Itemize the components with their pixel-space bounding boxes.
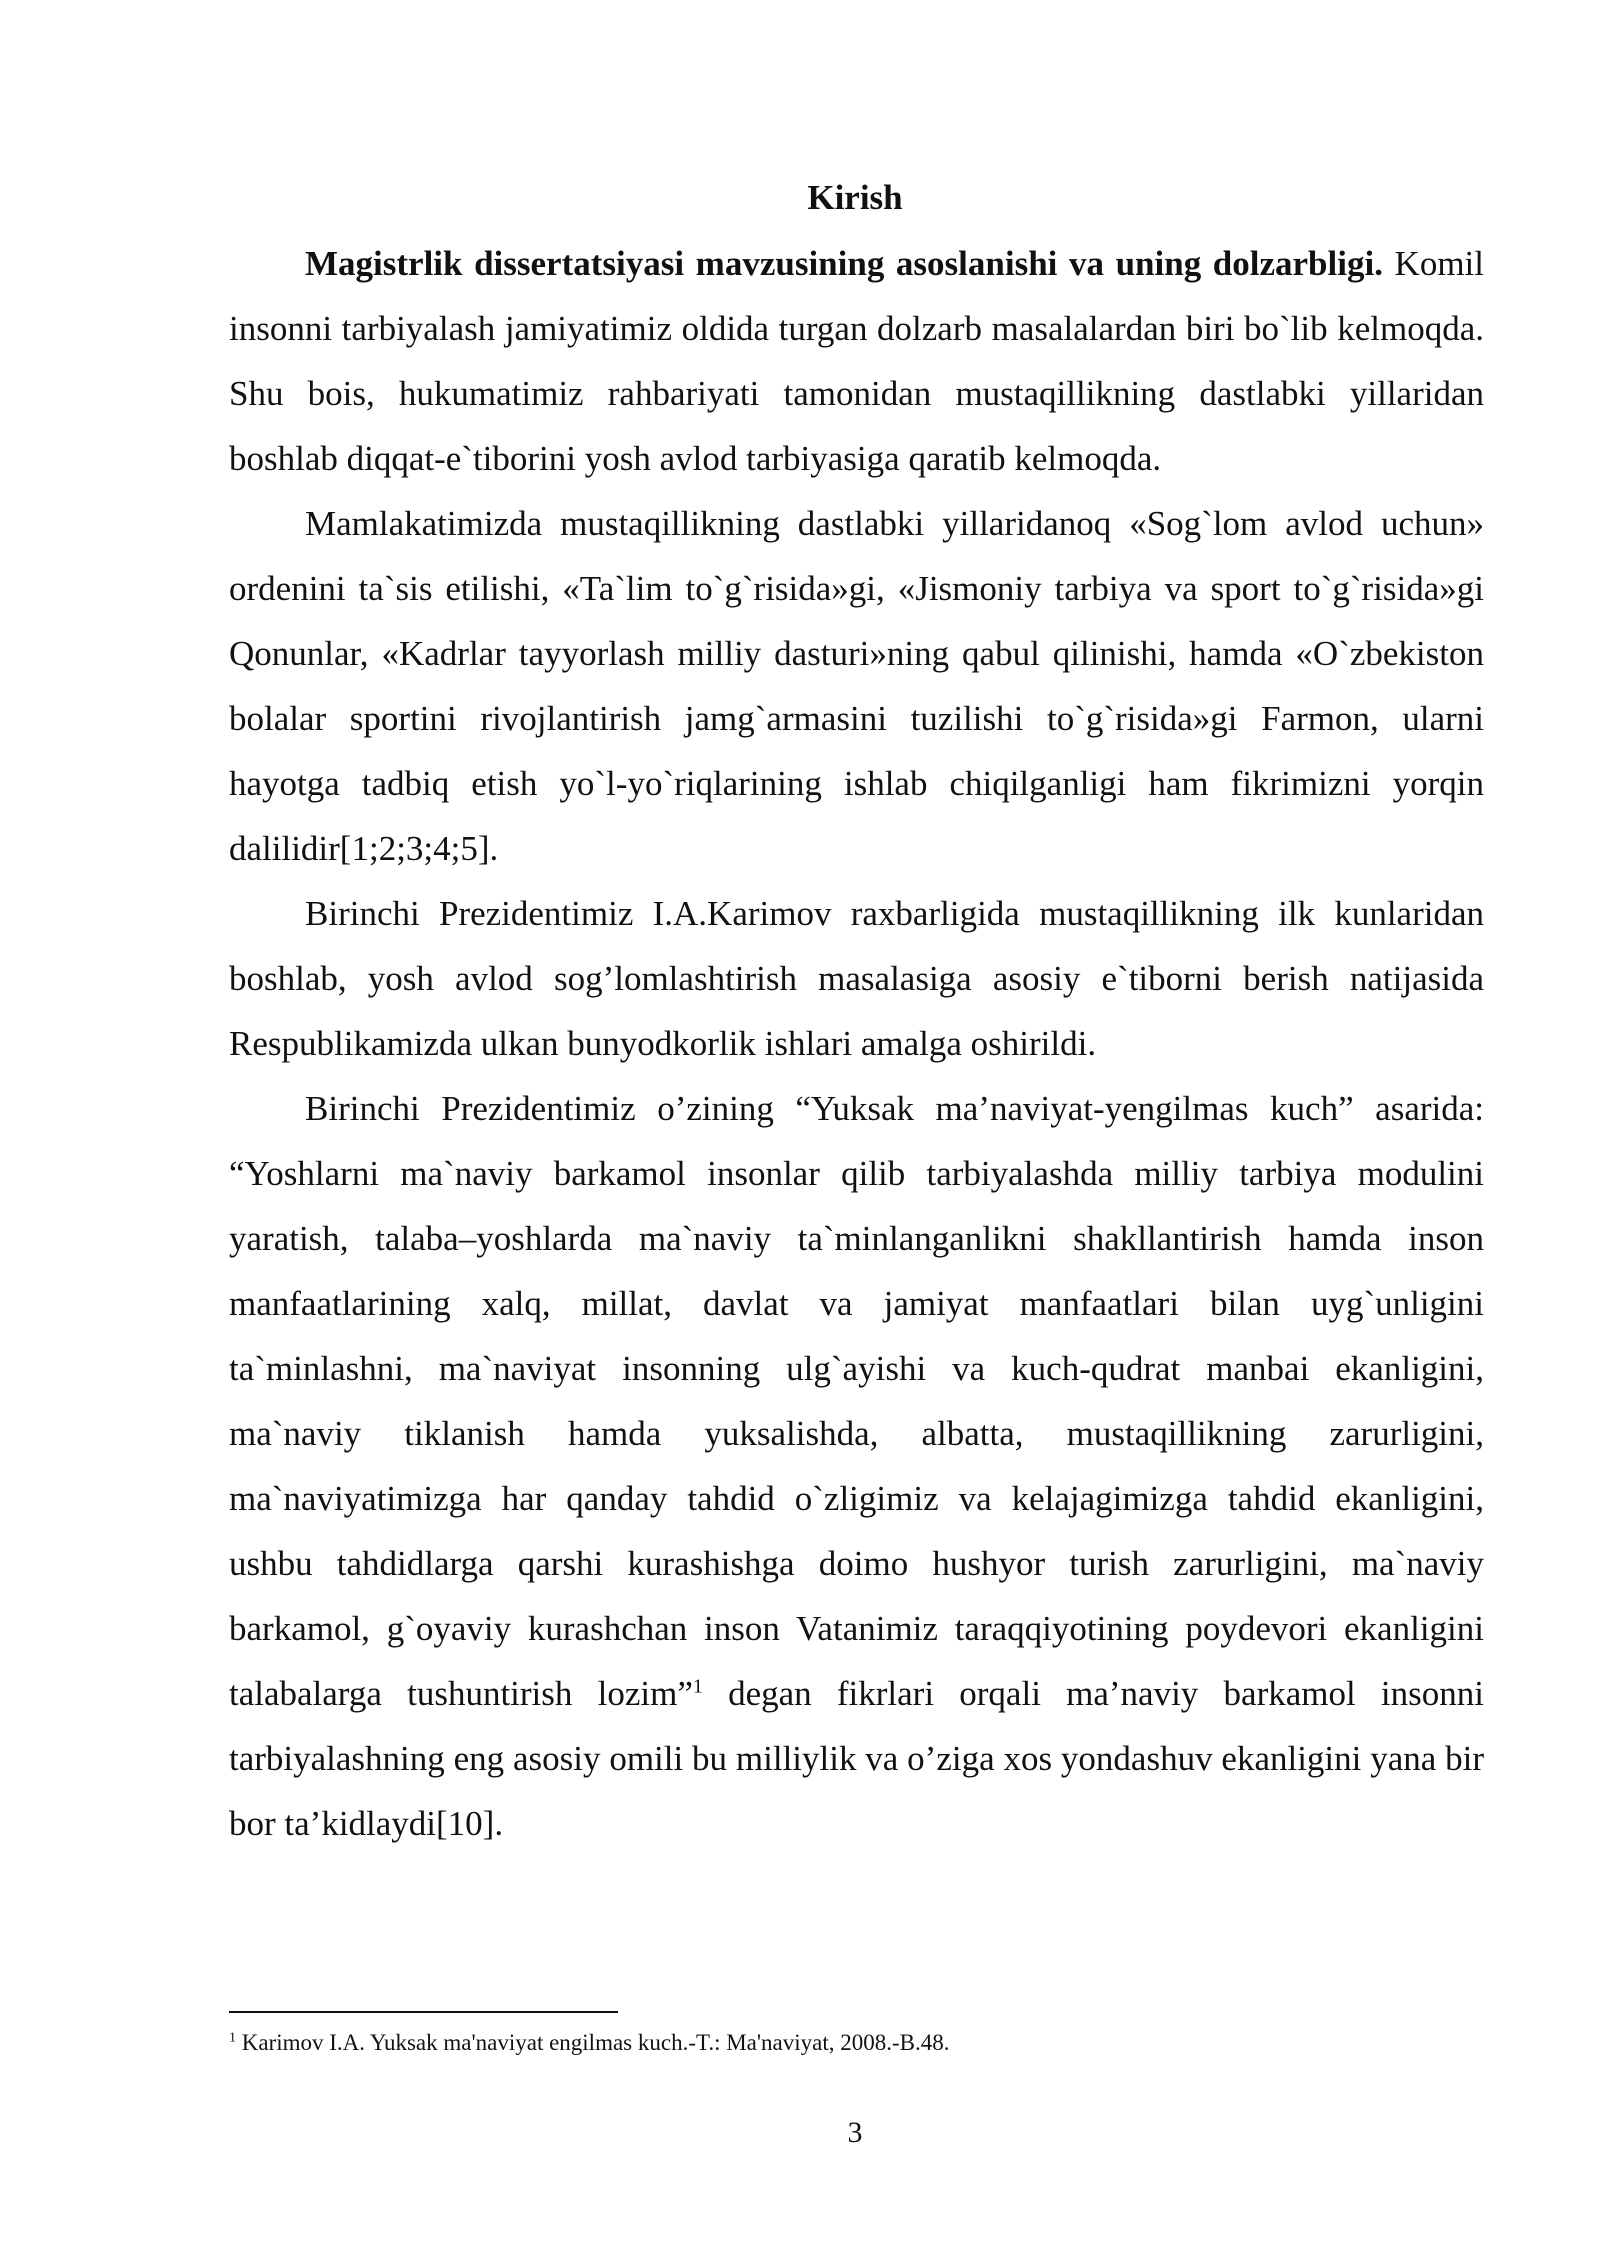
paragraph-text: Mamlakatimizda mustaqillikning dastlabki yillaridanoq «Sog`lom avlod uchun» ordenini ta`sis etilishi, «Ta`lim to`g`risida»gi, «Jismoniy tarbiya va sport to`g`risida»gi Qonunlar, «Kadrlar tayyorlash milliy dasturi»ning qabul qilinishi, hamda «O`zbekiston bolalar sportini rivojlantirish jamg`armasini tuzilishi to`g`risida»gi Farmon, ularni hayotga tadbiq etish yo`l-yo`riqlarining ishlab chiqilganligi ham fikrimizni yorqin dalilidir[1;2;3;4;5]. <box>229 504 1484 868</box>
paragraph-text: Birinchi Prezidentimiz I.A.Karimov raxbarligida mustaqillikning ilk kunlaridan boshlab, yosh avlod sog’lomlashtirish masalasiga asosiy e`tiborni berish natijasida Respublikamizda ulkan bunyodkorlik ishlari amalga oshirildi. <box>229 894 1484 1063</box>
page-number: 3 <box>847 2116 863 2149</box>
body-text <box>229 231 1484 1856</box>
footnote-divider <box>229 2011 618 2013</box>
paragraph-quote <box>229 1076 1484 1856</box>
paragraph-president <box>229 881 1484 1076</box>
page-heading: Kirish <box>807 178 903 217</box>
footnote <box>229 2028 1484 2058</box>
footnote-text: Karimov I.A. Yuksak ma'naviyat engilmas kuch.-T.: Ma'naviyat, 2008.-B.48. <box>236 2030 950 2055</box>
paragraph-text: Komil insonni tarbiyalash jamiyatimiz oldida turgan dolzarb masalalardan biri bo`lib kelmoqda. Shu bois, hukumatimiz rahbariyati tamonidan mustaqillikning dastlabki yillaridan boshlab diqqat-e`tiborini yosh avlod tarbiyasiga qaratib kelmoqda. <box>229 244 1484 478</box>
paragraph-text: degan fikrlari orqali ma’naviy barkamol insonni tarbiyalashning eng asosiy omili bu milliylik va o’ziga xos yondashuv ekanligini yana bir bor ta’kidlaydi[10]. <box>229 1674 1485 1843</box>
paragraph-text: Birinchi Prezidentimiz o’zining “Yuksak ma’naviyat-yengilmas kuch” asarida: “Yoshlarni ma`naviy barkamol insonlar qilib tarbiyalashda milliy tarbiya modulini yaratish, talaba–yoshlarda ma`naviy ta`minlanganlikni shakllantirish hamda inson manfaatlarining xalq, millat, davlat va jamiyat manfaatlari bilan uyg`unligini ta`minlashni, ma`naviyat insonning ulg`ayishi va kuch-qudrat manbai ekanligini, ma`naviy tiklanish hamda yuksalishda, albatta, mustaqillikning zarurligini, ma`naviyatimizga har qanday tahdid o`zligimiz va kelajagimizga tahdid ekanligini, ushbu tahdidlarga qarshi kurashishga doimo hushyor turish zarurligini, ma`naviy barkamol, g`oyaviy kurashchan inson Vatanimiz taraqqiyotining poydevori ekanligini talabalarga tushuntirish lozim” <box>229 1089 1484 1713</box>
footnote-reference[interactable]: 1 <box>692 1675 703 1698</box>
paragraph-laws <box>229 491 1484 881</box>
section-lead-title: Magistrlik dissertatsiyasi mavzusining asoslanishi va uning dolzarbligi. <box>305 244 1383 283</box>
paragraph-intro <box>229 231 1484 491</box>
footnote-mark: 1 <box>229 2030 236 2046</box>
